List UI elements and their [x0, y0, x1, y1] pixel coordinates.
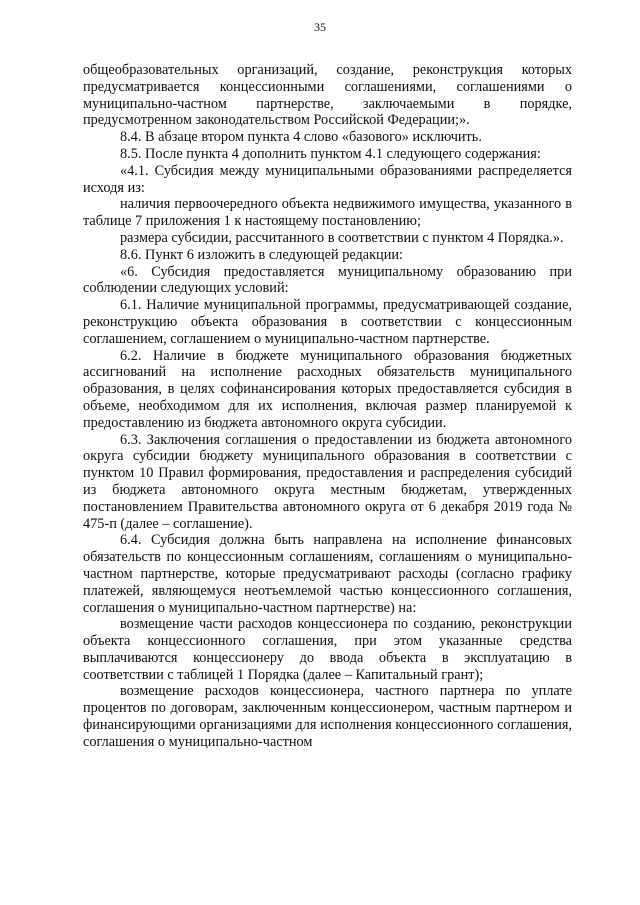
- paragraph: 6.4. Субсидия должна быть направлена на исполнение финансовых обязательств по концессионным соглашениям, соглашениям о муниципально-частном партнерстве, которые предусматривают расходы (согласно графику платежей, являющемуся неотъемлемой частью концессионного соглашения, соглашения о муниципально-частном партнерстве) на:: [83, 532, 572, 616]
- paragraph: «4.1. Субсидия между муниципальными образованиями распределяется исходя из:: [83, 162, 572, 196]
- paragraph: наличия первоочередного объекта недвижимого имущества, указанного в таблице 7 приложения 1 к настоящему постановлению;: [83, 196, 572, 230]
- paragraph: общеобразовательных организаций, создание, реконструкция которых предусматривается концессионными соглашениями, соглашениями о муниципально-частном партнерстве, заключаемыми в порядке, предусмотренном законодательством Российской Федерации;».: [83, 62, 572, 129]
- paragraph: 8.6. Пункт 6 изложить в следующей редакции:: [120, 246, 403, 263]
- paragraph: возмещение части расходов концессионера по созданию, реконструкции объекта концессионного соглашения, при этом указанные средства выплачиваются концессионеру до ввода объекта в эксплуатацию в соответствии с таблицей 1 Порядка (далее – Капитальный грант);: [83, 616, 572, 683]
- paragraph: «6. Субсидия предоставляется муниципальному образованию при соблюдении следующих условий:: [83, 263, 572, 297]
- page-number: 35: [314, 20, 326, 34]
- paragraph: 8.4. В абзаце втором пункта 4 слово «базового» исключить.: [120, 129, 482, 146]
- paragraph: 6.1. Наличие муниципальной программы, предусматривающей создание, реконструкцию объекта образования в соответствии с концессионным соглашением, соглашением о муниципально-частном партнерстве.: [83, 297, 572, 347]
- paragraph: размера субсидии, рассчитанного в соответствии с пунктом 4 Порядка.».: [120, 229, 564, 246]
- paragraph: 6.3. Заключения соглашения о предоставлении из бюджета автономного округа субсидии бюджету муниципального образования в соответствии с пунктом 10 Правил формирования, предоставления и распределения субсидий из бюджета автономного округа местным бюджетам, утвержденных постановлением Правительства автономного округа от 6 декабря 2019 года № 475-п (далее – соглашение).: [83, 431, 572, 532]
- paragraph: 8.5. После пункта 4 дополнить пунктом 4.1 следующего содержания:: [120, 145, 541, 162]
- paragraph: 6.2. Наличие в бюджете муниципального образования бюджетных ассигнований на исполнение расходных обязательств муниципального образования, в целях софинансирования которых предоставляется субсидия в объеме, необходимом для их исполнения, включая размер планируемой к предоставлению из бюджета автономного округа субсидии.: [83, 347, 572, 431]
- paragraph: возмещение расходов концессионера, частного партнера по уплате процентов по договорам, заключенным концессионером, частным партнером и финансирующими организациями для исполнения концессионного соглашения, соглашения о муниципально-частном: [83, 683, 572, 750]
- document-body: [83, 62, 572, 751]
